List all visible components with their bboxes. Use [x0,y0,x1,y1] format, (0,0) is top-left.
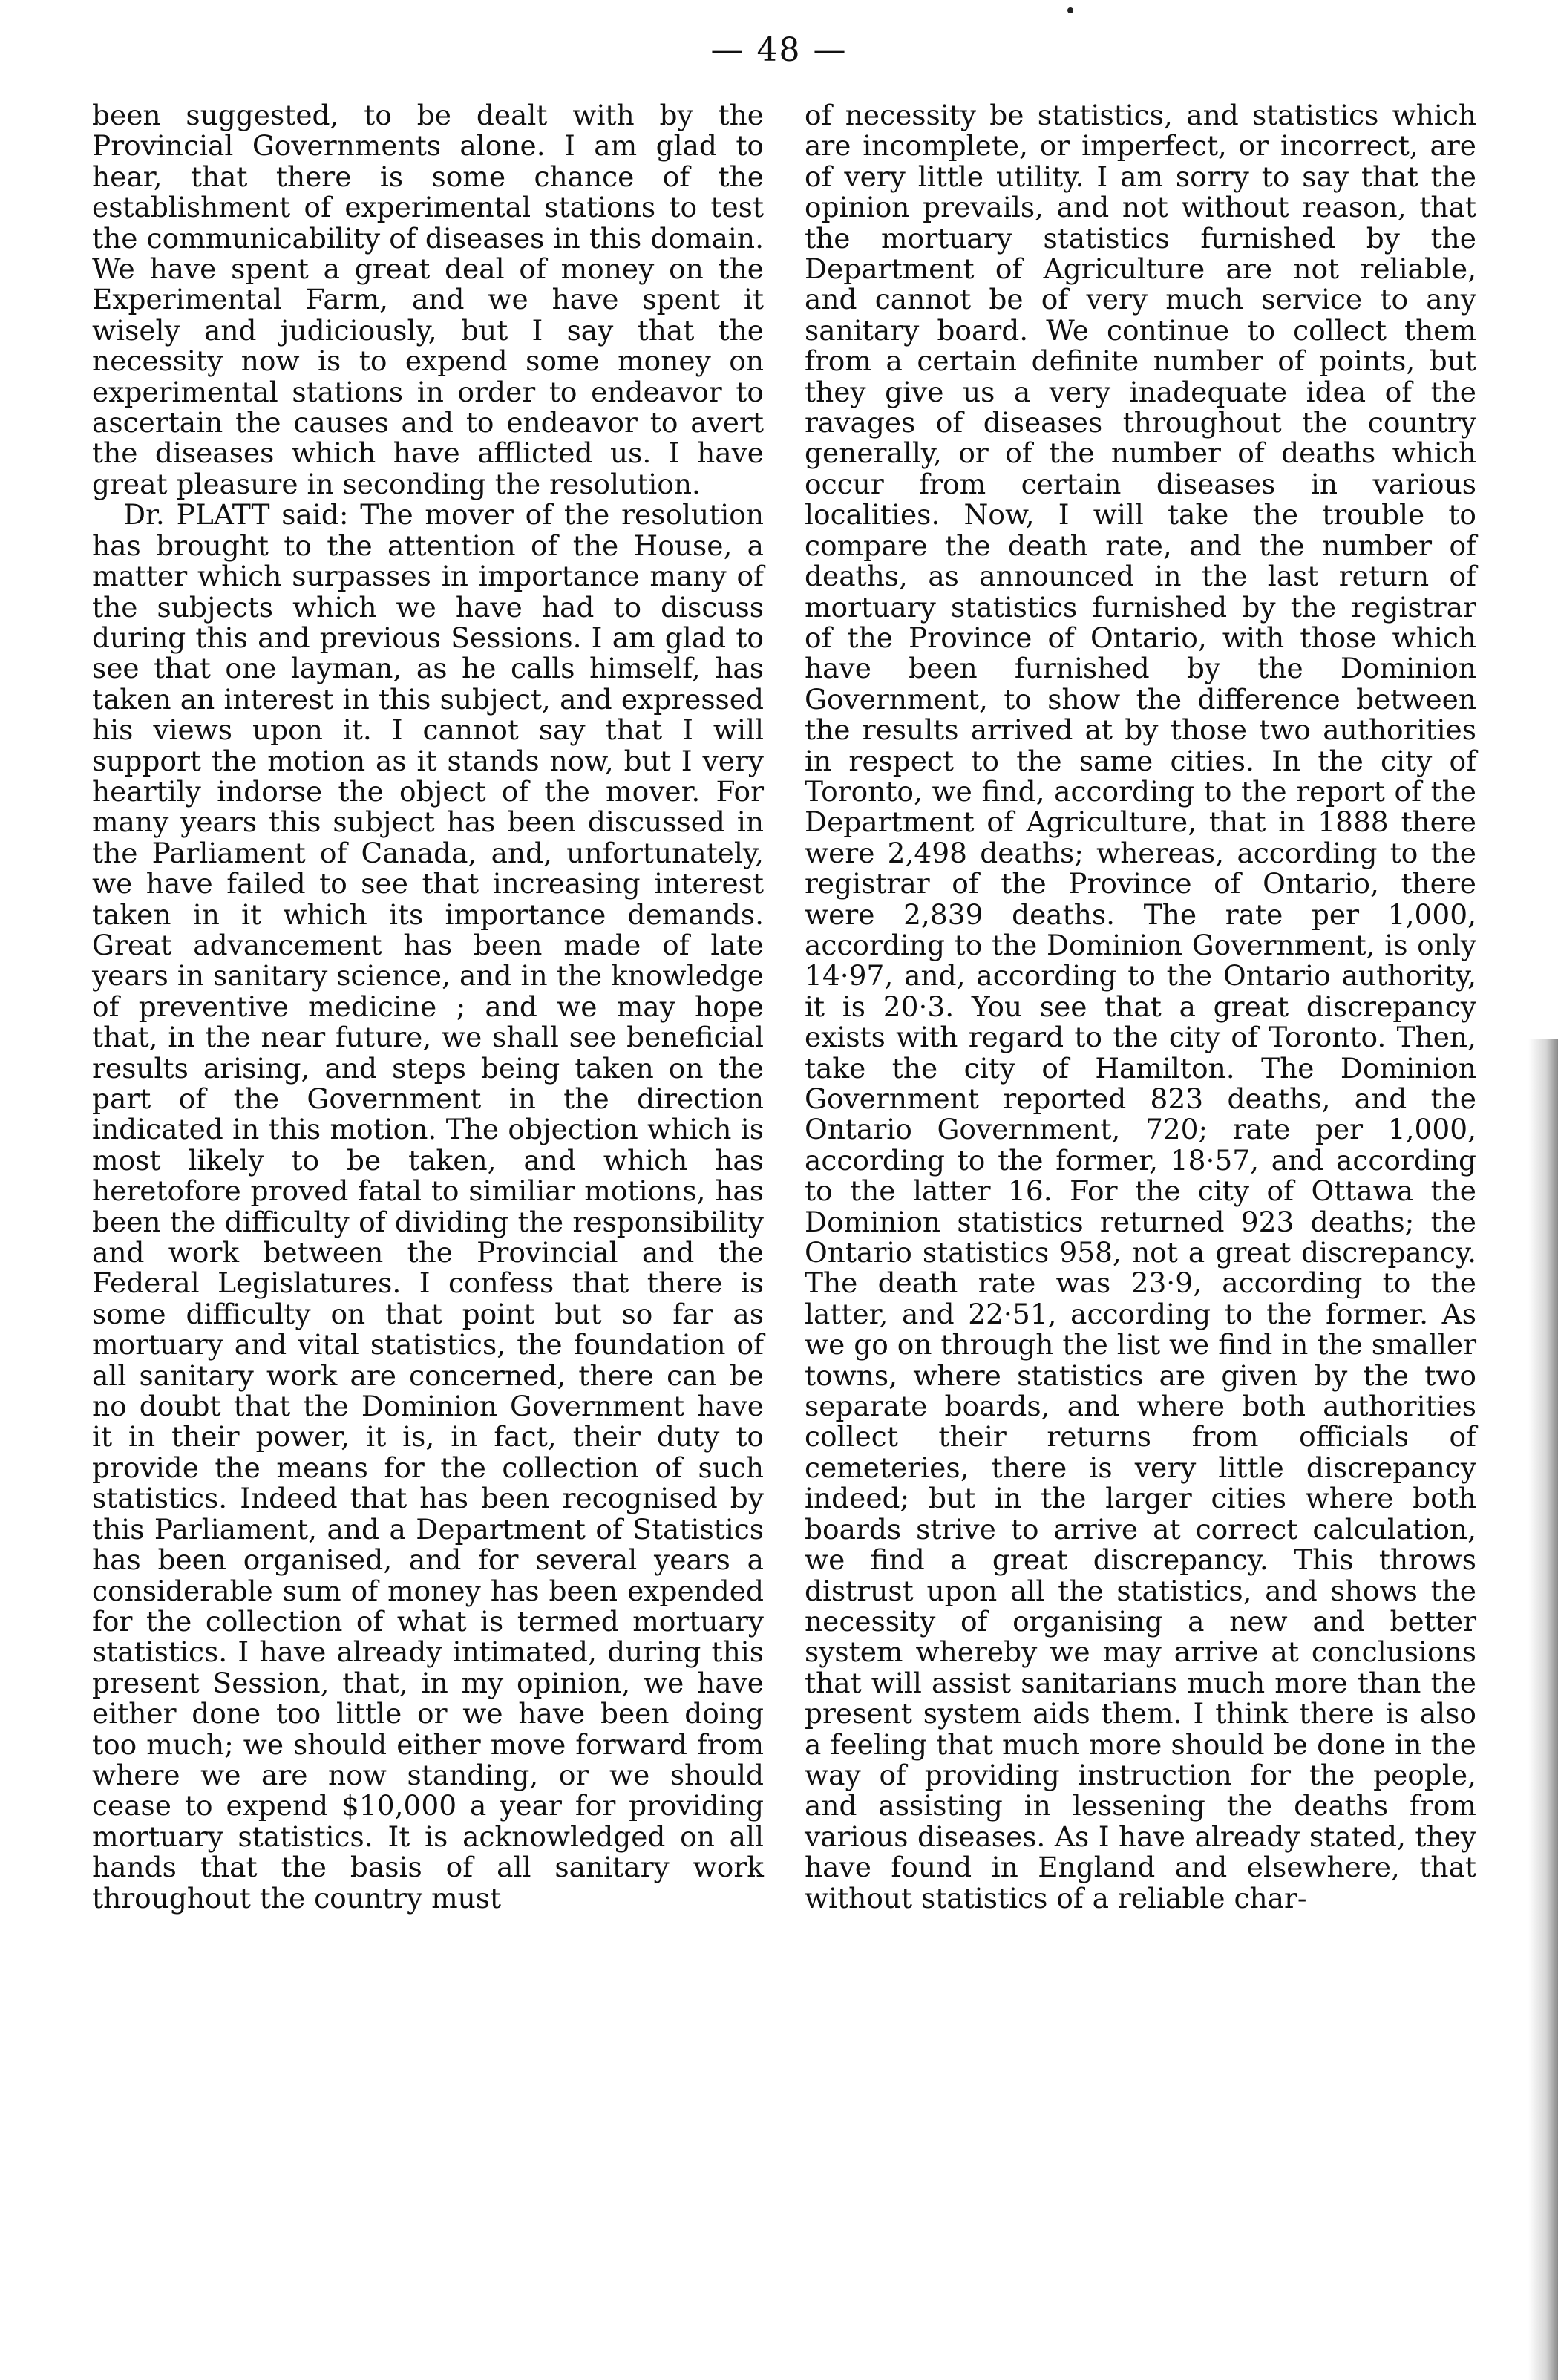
left-column [92,100,764,1914]
right-column [805,100,1476,1914]
page-number: — 48 — [710,31,848,69]
ink-speck [1067,7,1073,13]
paragraph: of necessity be statistics, and statistics which are incomplete, or imperfect, or incorrect, are of very little utility. I am sorry to say that the opinion prevails, and not without reason, that the mortuary statistics furnished by the Department of Agriculture are not reliable, and cannot be of very much service to any sanitary board. We continue to collect them from a certain definite number of points, but they give us a very inadequate idea of the ravages of diseases throughout the country generally, or of the number of deaths which occur from certain diseases in various localities. Now, I will take the trouble to compare the death rate, and the number of deaths, as announced in the last return of mortuary statistics furnished by the registrar of the Province of Ontario, with those which have been furnished by the Dominion Government, to show the difference between the results arrived at by those two authorities in respect to the same cities. In the city of Toronto, we find, according to the report of the Department of Agriculture, that in 1888 there were 2,498 deaths; whereas, according to the registrar of the Province of Ontario, there were 2,839 deaths. The rate per 1,000, according to the Dominion Government, is only 14·97, and, according to the Ontario authority, it is 20·3. You see that a great discrepancy exists with regard to the city of Toronto. Then, take the city of Hamilton. The Dominion Government reported 823 deaths, and the Ontario Government, 720; rate per 1,000, according to the former, 18·57, and according to the latter 16. For the city of Ottawa the Dominion statistics returned 923 deaths; the Ontario statistics 958, not a great discrepancy. The death rate was 23·9, according to the latter, and 22·51, according to the former. As we go on through the list we find in the smaller towns, where statistics are given by the two separate boards, and where both authorities collect their returns from officials of cemeteries, there is very little discrepancy indeed; but in the larger cities where both boards strive to arrive at correct calculation, we find a great discrepancy. This throws distrust upon all the statistics, and shows the necessity of organising a new and better system whereby we may arrive at conclusions that will assist sanitarians much more than the present system aids them. I think there is also a feeling that much more should be done in the way of providing instruction for the people, and assisting in lessening the deaths from various diseases. As I have already stated, they have found in England and elsewhere, that without statistics of a reliable char- [805,99,1476,1915]
scan-edge-shadow [1528,1039,1558,2380]
paragraph: Dr. PLATT said: The mover of the resolution has brought to the attention of the House, a matter which surpasses in importance many of the subjects which we have had to discuss during this and previous Sessions. I am glad to see that one layman, as he calls himself, has taken an interest in this subject, and expressed his views upon it. I cannot say that I will support the motion as it stands now, but I very heartily indorse the object of the mover. For many years this subject has been discussed in the Parliament of Canada, and, unfortunately, we have failed to see that increasing interest taken in it which its importance demands. Great advancement has been made of late years in sanitary science, and in the knowledge of preventive medicine ; and we may hope that, in the near future, we shall see beneficial results arising, and steps being taken on the part of the Government in the direction indicated in this motion. The objection which is most likely to be taken, and which has heretofore proved fatal to similiar motions, has been the difficulty of dividing the responsibility and work between the Provincial and the Federal Legislatures. I confess that there is some difficulty on that point but so far as mortuary and vital statistics, the foundation of all sanitary work are concerned, there can be no doubt that the Dominion Government have it in their power, it is, in fact, their duty to provide the means for the collection of such statistics. Indeed that has been recognised by this Parliament, and a Department of Statistics has been organised, and for several years a considerable sum of money has been expended for the collection of what is termed mortuary statistics. I have already intimated, during this present Session, that, in my opinion, we have either done too little or we have been doing too much; we should either move forward from where we are now standing, or we should cease to expend $10,000 a year for providing mortuary statistics. It is acknowledged on all hands that the basis of all sanitary work throughout the country must [92,498,764,1915]
paragraph: been suggested, to be dealt with by the Provincial Governments alone. I am glad to hear, that there is some chance of the establishment of experimental stations to test the communicability of diseases in this domain. We have spent a great deal of money on the Experimental Farm, and we have spent it wisely and judiciously, but I say that the necessity now is to expend some money on experimental stations in order to endeavor to ascertain the causes and to endeavor to avert the diseases which have afflicted us. I have great pleasure in seconding the resolution. [92,99,764,500]
